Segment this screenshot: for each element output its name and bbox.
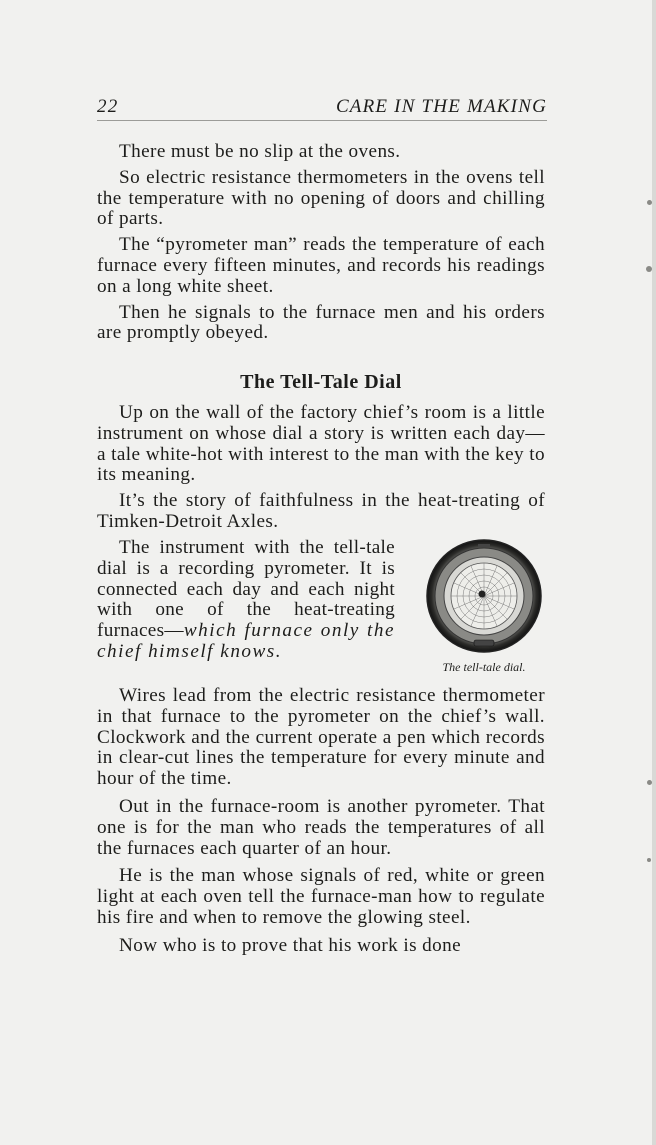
wrapped-paragraph bbox=[97, 538, 395, 663]
print-mark bbox=[647, 780, 652, 785]
closing-paragraph: Wires lead from the electric resistance thermometer in that furnace to the pyrometer on the chief’s wall. Clockwork and the current operate a pen which records in clear-cut lines the temperature for every minute and hour of the time. bbox=[97, 685, 545, 790]
closing-paragraph: Out in the furnace-room is another pyrometer. That one is for the man who reads the temperatures of all the furnaces each quarter of an hour. bbox=[97, 795, 545, 859]
closing-text bbox=[97, 686, 545, 957]
wrapped-paragraph-text: The instrument with the tell-tale dial is a recording pyrometer. It is connected each day and each night with one of the heat-treating furnaces— bbox=[97, 537, 395, 642]
section-paragraph: It’s the story of faithfulness in the heat-treating of Timken-Detroit Axles. bbox=[97, 490, 545, 532]
intro-paragraph: So electric resistance thermometers in the ovens tell the temperature with no opening of doors and chilling of parts. bbox=[97, 166, 545, 230]
running-title: CARE IN THE MAKING bbox=[335, 96, 547, 117]
page-edge bbox=[652, 0, 656, 1145]
closing-paragraph: He is the man whose signals of red, white or green light at each oven tell the furnace-man how to regulate his fire and when to remove the glowing steel. bbox=[97, 865, 545, 928]
print-mark bbox=[647, 200, 652, 205]
closing-paragraph: Now who is to prove that his work is done bbox=[119, 934, 462, 956]
intro-paragraph: Then he signals to the furnace men and his orders are promptly obeyed. bbox=[97, 301, 545, 344]
intro-paragraph: There must be no slip at the ovens. bbox=[119, 141, 401, 162]
recording-pyrometer-dial-image bbox=[422, 536, 546, 658]
wrapped-paragraph-italic: which furnace only the chief himself knows. bbox=[97, 620, 395, 662]
print-mark bbox=[647, 858, 651, 862]
intro-paragraph: The “pyrometer man” reads the temperature of each furnace every fifteen minutes, and records his readings on a long white sheet. bbox=[97, 234, 545, 297]
section-heading: The Tell-Tale Dial bbox=[240, 371, 402, 393]
running-header bbox=[97, 96, 547, 121]
page-number: 22 bbox=[97, 96, 119, 117]
tell-tale-dial-figure bbox=[422, 536, 546, 676]
section-paragraph: Up on the wall of the factory chief’s room is a little instrument on whose dial a story is written each day—a tale white-hot with interest to the man with the key to its meaning. bbox=[97, 402, 545, 486]
print-mark bbox=[646, 266, 652, 272]
figure-caption: The tell-tale dial. bbox=[442, 660, 526, 674]
section-text bbox=[97, 403, 545, 533]
intro-text bbox=[97, 142, 545, 344]
